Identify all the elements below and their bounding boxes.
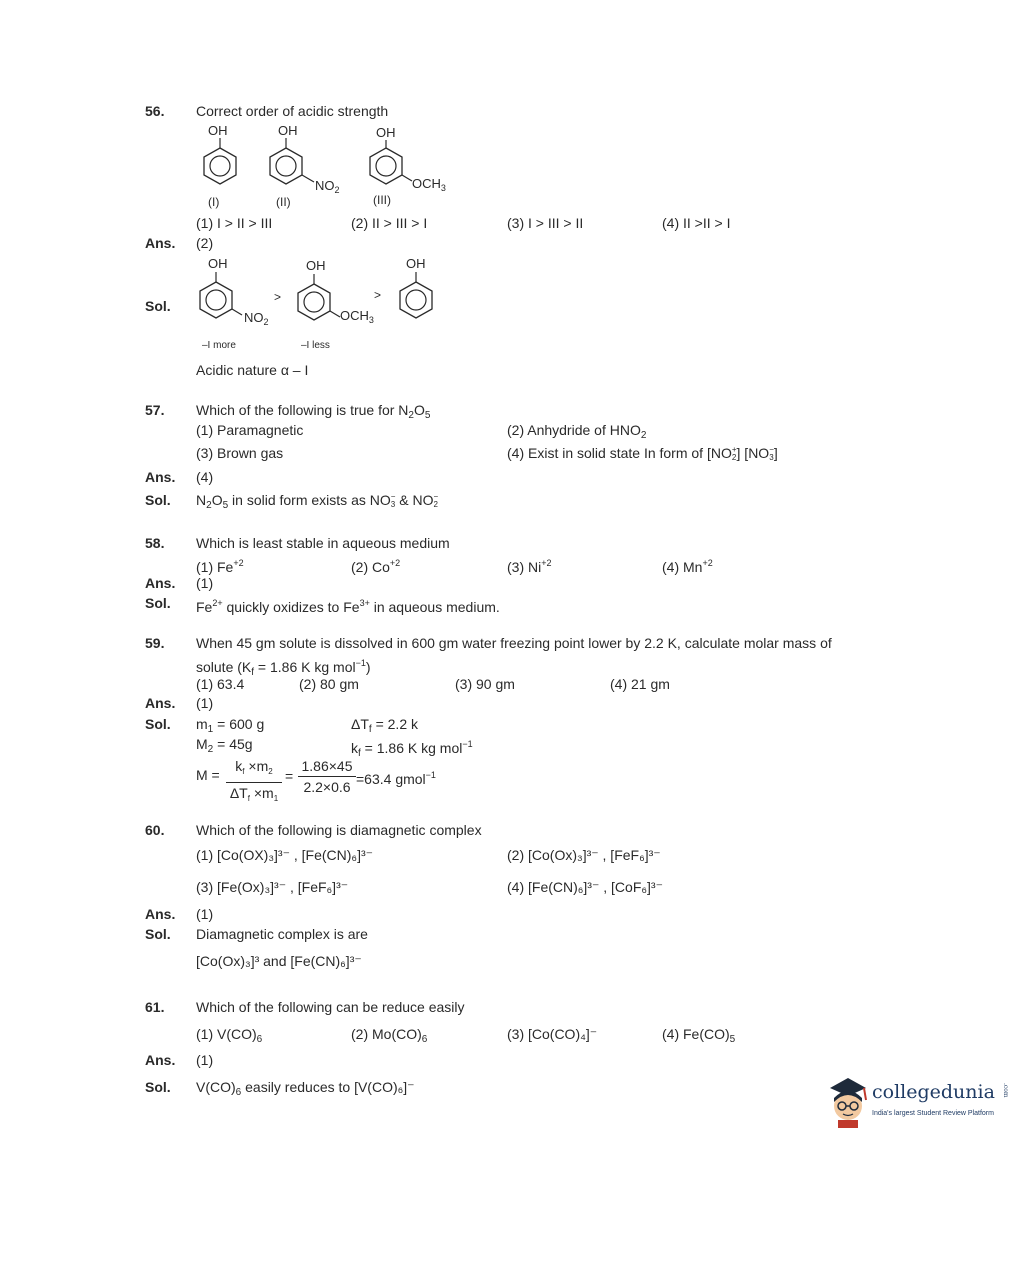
och3-label: OCH	[340, 308, 369, 323]
option: (3) [Fe(Ox)₃]³⁻ , [FeF₆]³⁻	[196, 879, 349, 895]
svg-text:OCH3	[340, 308, 374, 325]
question-text: When 45 gm solute is dissolved in 600 gm water freezing point lower by 2.2 K, calculate molar mass of	[196, 635, 832, 651]
answer-label: Ans.	[145, 1052, 176, 1068]
q56-solution-structures	[190, 252, 450, 352]
option: (2) [Co(Ox)₃]³⁻ , [FeF₆]³⁻	[507, 847, 661, 863]
oh-label: OH	[278, 123, 298, 138]
question-number: 57.	[145, 402, 165, 418]
effect-label: –I less	[301, 340, 330, 351]
question-number: 61.	[145, 999, 165, 1015]
collegedunia-logo[interactable]	[826, 1074, 1009, 1128]
equals-sign: =	[285, 768, 294, 784]
answer-label: Ans.	[145, 235, 176, 251]
question-text: Which of the following can be reduce easily	[196, 999, 465, 1015]
nitrophenol-ring-icon	[270, 138, 314, 184]
option: (3) $Ni^{+2}$	[507, 558, 552, 575]
q56-structures	[190, 120, 480, 212]
phenol-ring-icon	[400, 272, 432, 318]
option: (2) Anhydride of $HNO_2$	[507, 422, 647, 441]
question-number: 58.	[145, 535, 165, 551]
no2-sub: 2	[334, 185, 340, 195]
solution-label: Sol.	[145, 492, 171, 508]
roman-label: (III)	[373, 193, 391, 207]
och3-sub: 3	[440, 183, 446, 193]
option: (1) $V(CO)_6$	[196, 1026, 263, 1045]
oh-label: OH	[406, 256, 426, 271]
svg-text:NO2	[244, 310, 269, 327]
option: (3) [Co(CO)₄]⁻	[507, 1026, 598, 1042]
option: (3) 90 gm	[455, 676, 515, 692]
question-text: Which is least stable in aqueous medium	[196, 535, 450, 551]
oh-label: OH	[306, 258, 326, 273]
given-m1: $m_1 = 600$ g	[196, 716, 265, 735]
logo-tagline: India's largest Student Review Platform	[872, 1110, 994, 1117]
question-number: 59.	[145, 635, 165, 651]
solution-text: $N_2O_5$ in solid form exists as NO − 3 & NO − 2	[196, 492, 439, 511]
given-delta-tf: $\Delta T_f = 2.2$ k	[351, 716, 418, 735]
och3-label: OCH	[412, 176, 441, 191]
solution-label: Sol.	[145, 926, 171, 942]
result: =63.4 gmol$^{-1}$	[356, 770, 436, 787]
option: (1) 63.4	[196, 676, 245, 692]
option: (4) Exist in solid state In form of [NO + 2 ] [NO − 3 ]	[507, 445, 778, 462]
option: (4) [Fe(CN)₆]³⁻ , [CoF₆]³⁻	[507, 879, 663, 895]
option: (3) Brown gas	[196, 445, 284, 461]
solution-note: Acidic nature α – I	[196, 362, 309, 378]
oh-label: OH	[208, 123, 228, 138]
question-number: 56.	[145, 103, 165, 119]
option: (4) $Fe(CO)_5$	[662, 1026, 736, 1045]
option: (1) $Fe^{+2}$	[196, 558, 244, 575]
option: (1) I > II > III	[196, 215, 273, 231]
svg-text:NO2	[315, 178, 340, 195]
option: (1) Paramagnetic	[196, 422, 304, 438]
methoxyphenol-ring-icon	[298, 274, 340, 320]
answer-value: (1)	[196, 575, 214, 591]
logo-wordmark: collegedunia .com	[872, 1081, 1009, 1103]
answer-value: (4)	[196, 469, 214, 485]
answer-value: (1)	[196, 906, 214, 922]
no2-sub: 2	[263, 317, 269, 327]
option: (4) II >II > I	[662, 215, 731, 231]
greater-than: >	[374, 288, 382, 302]
solution-text: $Fe^{2+}$ quickly oxidizes to $Fe^{3+}$ in aqueous medium.	[196, 598, 500, 615]
option: (1) [Co(OX)₃]³⁻ , [Fe(CN)₆]³⁻	[196, 847, 374, 863]
given-m2: $M_2 = 45g$	[196, 736, 253, 755]
effect-label: –I more	[202, 340, 236, 351]
question-text: solute ($K_f = 1.86$ K kg mol$^{-1}$)	[196, 658, 371, 678]
solution-text: $V(CO)_6$ easily reduces to [V(CO)₆]⁻	[196, 1079, 415, 1098]
answer-value: (2)	[196, 235, 214, 251]
option: (2) $Mo(CO)_6$	[351, 1026, 428, 1045]
given-kf: $k_f = 1.86$ K kg mol$^{-1}$	[351, 739, 473, 759]
oh-label: OH	[376, 125, 396, 140]
formula-m: M =	[196, 767, 220, 783]
option: (2) 80 gm	[299, 676, 359, 692]
no2-label: NO	[244, 310, 264, 325]
option: (2) $Co^{+2}$	[351, 558, 401, 575]
question-number: 60.	[145, 822, 165, 838]
solution-text: Diamagnetic complex is are	[196, 926, 368, 942]
och3-sub: 3	[368, 315, 374, 325]
answer-value: (1)	[196, 1052, 214, 1068]
option: (4) $Mn^{+2}$	[662, 558, 713, 575]
question-text: Which of the following is diamagnetic complex	[196, 822, 482, 838]
fraction-formula: $k_f \times m_2$ $\Delta T_f \times m_1$	[226, 758, 282, 807]
answer-label: Ans.	[145, 469, 176, 485]
greater-than: >	[274, 290, 282, 304]
answer-label: Ans.	[145, 906, 176, 922]
methoxyphenol-ring-icon	[370, 140, 412, 184]
solution-label: Sol.	[145, 595, 171, 611]
solution-label: Sol.	[145, 298, 171, 314]
roman-label: (I)	[208, 195, 220, 209]
question-text: Which of the following is true for $N_2O_5$	[196, 402, 431, 421]
oh-label: OH	[208, 256, 228, 271]
answer-value: (1)	[196, 695, 214, 711]
svg-text:OCH3	[412, 176, 446, 193]
roman-label: (II)	[276, 195, 291, 209]
answer-label: Ans.	[145, 695, 176, 711]
fraction-values: 1.86×45 2.2×0.6	[298, 758, 356, 795]
solution-label: Sol.	[145, 716, 171, 732]
solution-label: Sol.	[145, 1079, 171, 1095]
option: (4) 21 gm	[610, 676, 670, 692]
phenol-ring-icon	[204, 138, 236, 184]
solution-text: [Co(Ox)₃]³ and [Fe(CN)₆]³⁻	[196, 953, 362, 969]
answer-label: Ans.	[145, 575, 176, 591]
no2-label: NO	[315, 178, 335, 193]
option: (3) I > III > II	[507, 215, 584, 231]
option: (2) II > III > I	[351, 215, 428, 231]
nitrophenol-ring-icon	[200, 272, 242, 318]
question-text: Correct order of acidic strength	[196, 103, 389, 119]
mascot-icon	[826, 1074, 870, 1128]
